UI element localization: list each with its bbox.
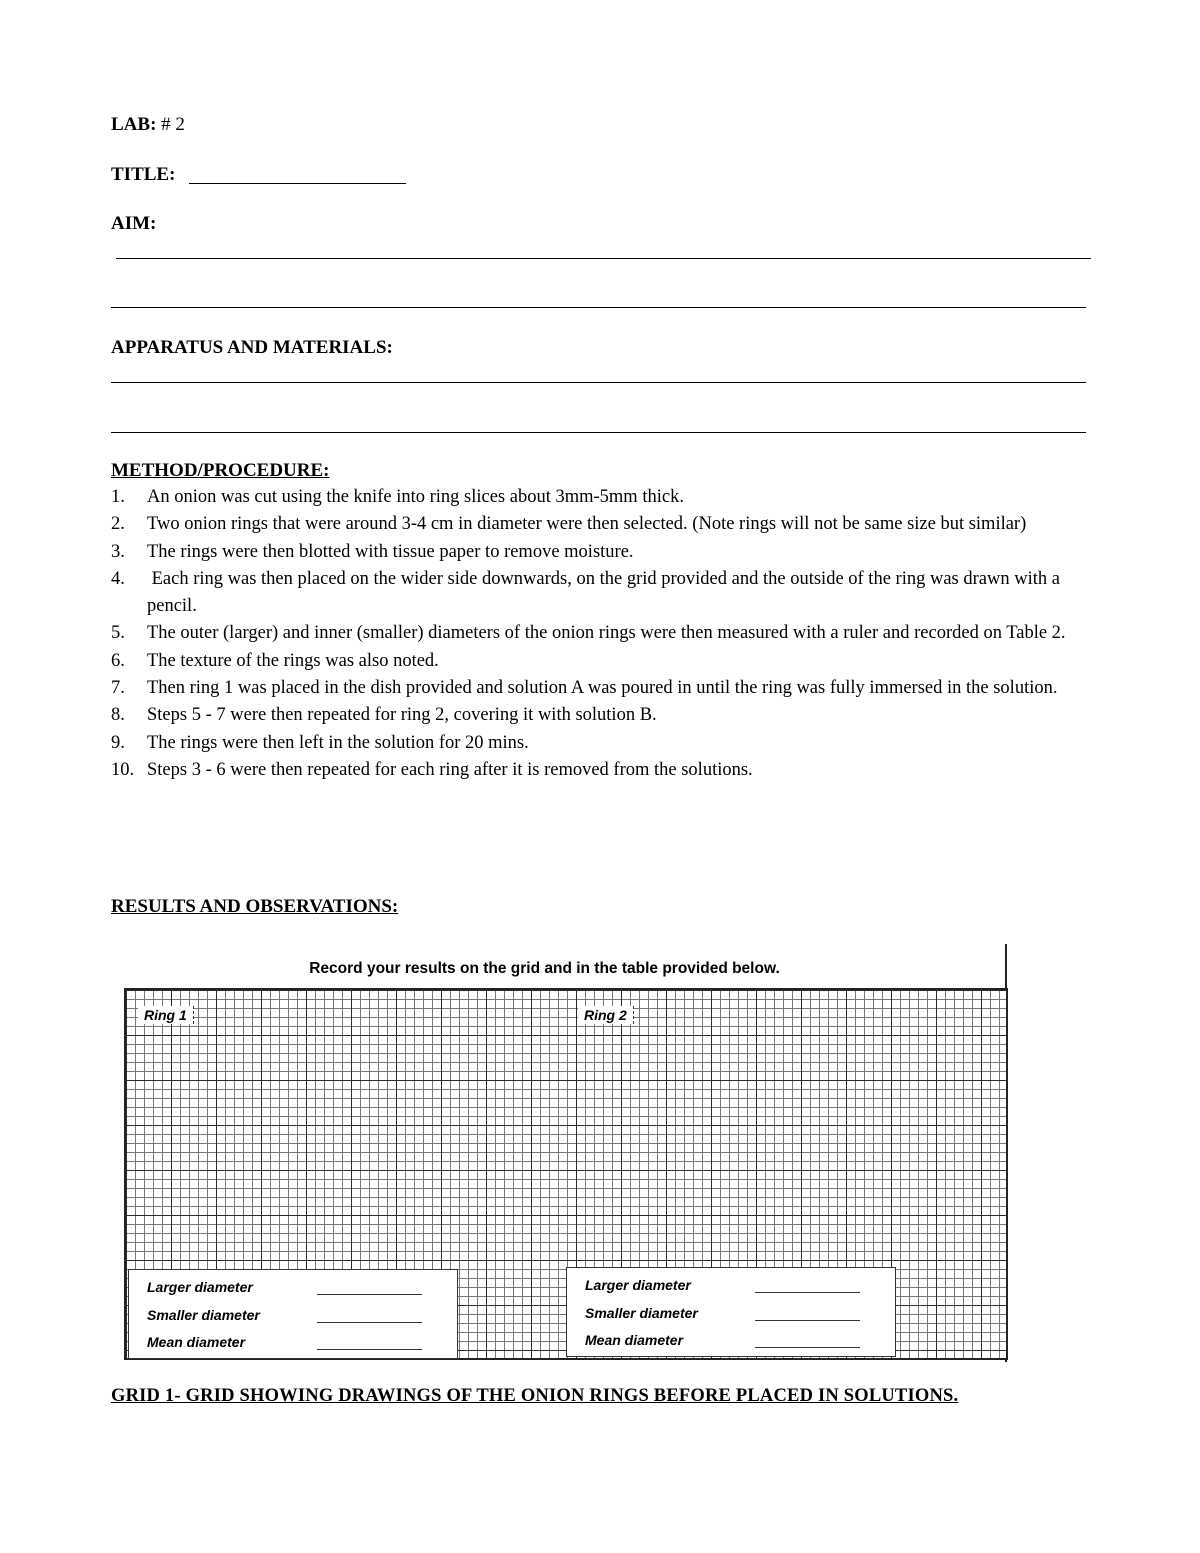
larger-diameter-blank: [317, 1284, 422, 1295]
aim-label: AIM:: [111, 213, 157, 234]
lab-label: LAB:: [111, 114, 157, 135]
method-step: 6. The texture of the rings was also noted.: [111, 650, 439, 671]
method-step: 7. Then ring 1 was placed in the dish provided and solution A was poured in until the ring was fully immersed in the solution.: [111, 678, 1058, 699]
onion-ring-grid-figure: [112, 944, 1017, 1364]
ring-1-measurements-box: [128, 1269, 458, 1359]
title-label: TITLE:: [111, 164, 176, 185]
larger-diameter-blank: [755, 1282, 860, 1293]
ring-2-label: Ring 2: [578, 1006, 634, 1024]
mean-diameter-blank: [755, 1337, 860, 1348]
ring-2-smaller-diameter-row: [585, 1305, 860, 1321]
ring-2-larger-diameter-row: [585, 1277, 860, 1293]
mean-diameter-blank: [317, 1339, 422, 1350]
mean-diameter-label: Mean diameter: [147, 1334, 246, 1350]
lab-number-line: [111, 114, 185, 136]
grid-instruction: Record your results on the grid and in the table provided below.: [309, 960, 780, 977]
method-step: 10. Steps 3 - 6 were then repeated for each ring after it is removed from the solutions.: [111, 759, 753, 780]
smaller-diameter-blank: [755, 1310, 860, 1321]
method-step: 8. Steps 5 - 7 were then repeated for ring 2, covering it with solution B.: [111, 705, 657, 726]
lab-number: # 2: [161, 114, 185, 135]
ring-1-larger-diameter-row: [147, 1279, 422, 1295]
smaller-diameter-label: Smaller diameter: [147, 1307, 260, 1323]
ring-2-mean-diameter-row: [585, 1332, 860, 1348]
results-heading: RESULTS AND OBSERVATIONS:: [111, 896, 399, 917]
method-step: 1. An onion was cut using the knife into ring slices about 3mm-5mm thick.: [111, 487, 684, 507]
method-steps-list: [111, 484, 1086, 784]
larger-diameter-label: Larger diameter: [147, 1279, 253, 1295]
method-heading: METHOD/PROCEDURE:: [111, 460, 330, 481]
ring-1-smaller-diameter-row: [147, 1307, 422, 1323]
larger-diameter-label: Larger diameter: [585, 1277, 691, 1293]
smaller-diameter-label: Smaller diameter: [585, 1305, 698, 1321]
aim-blank-line-1: [116, 258, 1091, 259]
drawing-grid: [124, 988, 1008, 1360]
title-blank-line: [189, 183, 406, 184]
grid-caption: GRID 1- GRID SHOWING DRAWINGS OF THE ONION RINGS BEFORE PLACED IN SOLUTIONS.: [111, 1386, 959, 1406]
method-step: 2. Two onion rings that were around 3-4 cm in diameter were then selected. (Note rings will not be same size but similar): [111, 514, 1027, 535]
smaller-diameter-blank: [317, 1312, 422, 1323]
aim-blank-line-2: [111, 307, 1086, 308]
ring-1-label: Ring 1: [138, 1006, 194, 1024]
method-step: 5. The outer (larger) and inner (smaller) diameters of the onion rings were then measured with a ruler and recorded on Table 2.: [111, 623, 1066, 644]
apparatus-blank-line-2: [111, 432, 1086, 433]
apparatus-label: APPARATUS AND MATERIALS:: [111, 337, 393, 358]
method-step: 9. The rings were then left in the solution for 20 mins.: [111, 732, 529, 753]
apparatus-blank-line-1: [111, 382, 1086, 383]
method-step: 4. Each ring was then placed on the wider side downwards, on the grid provided and the outside of the ring was drawn with a pencil.: [111, 568, 1065, 617]
ring-2-measurements-box: [566, 1267, 896, 1357]
method-step: 3. The rings were then blotted with tissue paper to remove moisture.: [111, 541, 634, 562]
mean-diameter-label: Mean diameter: [585, 1332, 684, 1348]
ring-1-mean-diameter-row: [147, 1334, 422, 1350]
